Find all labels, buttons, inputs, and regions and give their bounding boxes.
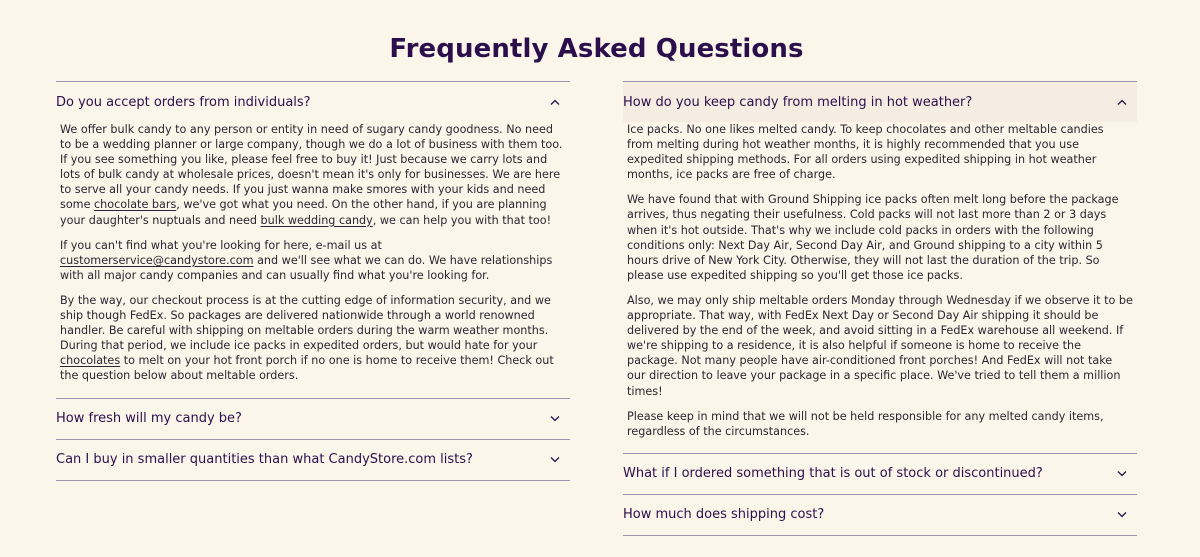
faq-item-smaller-quantities (56, 439, 570, 481)
customer-service-email-link[interactable]: customerservice@candystore.com (60, 253, 254, 267)
faq-question-text: How much does shipping cost? (623, 507, 825, 523)
faq-item-shipping-cost (623, 494, 1137, 536)
faq-question-text: How fresh will my candy be? (56, 411, 242, 426)
chevron-down-icon (550, 414, 560, 424)
chevron-up-icon (550, 97, 560, 107)
answer-paragraph: We have found that with Ground Shipping ice packs often melt long before the package arrives, thus negating their usefulness. Cold packs will not last more than 2 or 3 days when it's hot outside. That's why we include cold packs in orders with the following conditions only: Next Day Air, Second Day Air, and Ground shipping to a city within 5 hours drive of New York City. Otherwise, they will not last the duration of the trip. So please use expedited shipping so you'll get those ice packs. (627, 193, 1119, 282)
faq-question-toggle[interactable] (56, 440, 570, 480)
answer-paragraph: If you can't find what you're looking for here, e-mail us at customerservice@candystore.com and we'll see what we can do. We have relationships with all major candy companies and can usually find what you're looking for. (60, 238, 553, 282)
bulk-wedding-candy-link[interactable]: bulk wedding candy (260, 213, 373, 227)
faq-item-individual-orders (56, 81, 570, 398)
faq-item-out-of-stock (623, 453, 1137, 494)
faq-question-toggle[interactable] (56, 82, 570, 122)
faq-column-left (56, 81, 570, 481)
faq-answer (623, 122, 1137, 453)
faq-question-text: How do you keep candy from melting in hot weather? (623, 94, 973, 110)
faq-item-melting (623, 81, 1137, 453)
page-title: Frequently Asked Questions (389, 34, 804, 64)
faq-question-toggle[interactable] (623, 82, 1137, 122)
faq-column-right (623, 81, 1137, 536)
faq-question-text: Can I buy in smaller quantities than what CandyStore.com lists? (56, 452, 473, 467)
chocolate-bars-link[interactable]: chocolate bars (94, 198, 177, 212)
answer-paragraph: Ice packs. No one likes melted candy. To keep chocolates and other meltable candies from melting during hot weather months, it is highly recommended that you use expedited shipping methods. For all orders using expedited shipping in hot weather months, ice packs are free of charge. (627, 123, 1104, 182)
faq-item-freshness (56, 398, 570, 439)
faq-question-toggle[interactable] (623, 454, 1137, 494)
answer-paragraph: We offer bulk candy to any person or entity in need of sugary candy goodness. No need to be a wedding planner or large company, though we do a lot of business with them too. If you see something you like, please feel free to buy it! Just because we carry lots and lots of bulk candy at wholesale prices, doesn't mean it's only for businesses. We are here to serve all your candy needs. If you just wanna make smores with your kids and need some chocolate bars, we've got what you need. On the other hand, if you are planning your daughter's nuptuals and need bulk wedding candy, we can help you with that too! (60, 123, 563, 227)
answer-paragraph: By the way, our checkout process is at the cutting edge of information security, and we ship though FedEx. So packages are delivered nationwide through a world renowned handler. Be careful with shipping on meltable orders during the warm weather months. During that period, we include ice packs in expedited orders, but would hate for your chocolates to melt on your hot front porch if no one is home to receive them! Check out the question below about meltable orders. (60, 293, 554, 383)
chevron-up-icon (1117, 97, 1127, 107)
answer-paragraph: Also, we may only ship meltable orders Monday through Wednesday if we observe it to be appropriate. That way, with FedEx Next Day or Second Day Air shipping it should be delivered by the end of the week, and avoid sitting in a FedEx warehouse all weekend. If we're shipping to a residence, it is also helpful if someone is home to receive the package. Not many people have air-conditioned front porches! And FedEx will not take our direction to leave your package in a specific place. We've tried to tell them a million times! (627, 293, 1133, 398)
chevron-down-icon (1117, 469, 1127, 479)
chevron-down-icon (1117, 510, 1127, 520)
faq-question-text: What if I ordered something that is out of stock or discontinued? (623, 466, 1043, 482)
faq-question-text: Do you accept orders from individuals? (56, 94, 311, 110)
faq-answer (56, 122, 570, 398)
answer-paragraph: Please keep in mind that we will not be held responsible for any melted candy items, regardless of the circumstances. (627, 409, 1104, 438)
chevron-down-icon (550, 455, 560, 465)
faq-question-toggle[interactable] (56, 399, 570, 439)
chocolates-link[interactable]: chocolates (60, 354, 121, 368)
faq-question-toggle[interactable] (623, 495, 1137, 535)
